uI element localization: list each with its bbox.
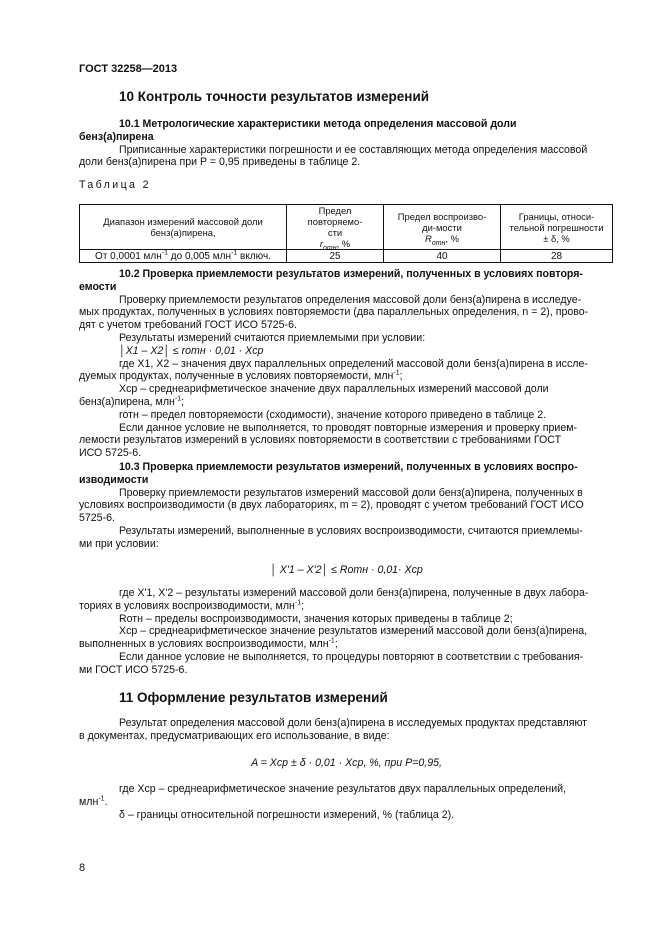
section-10-2-title-line2: емости	[79, 280, 117, 293]
paragraph-line: Xср – среднеарифметическое значение двух параллельных измерений массовой доли	[119, 383, 549, 396]
cell-reproducibility: 40	[384, 250, 501, 263]
section-10-1-text-line1: Приписанные характеристики погрешности и ее составляющих метода определения массовой	[119, 143, 588, 156]
result-formula: A = Xср ± δ · 0,01 · Xср, %, при P=0,95,	[251, 757, 442, 769]
cell-range: От 0,0001 млн$^{-1}$ до 0,005 млн$^{-1}$ включ.	[80, 250, 287, 263]
paragraph-line: условиях воспроизводимости (в двух лабораториях, m = 2), проводят с учетом требований ГОСТ ИСО	[79, 499, 584, 512]
paragraph-line: Xср – среднеарифметическое значение результатов измерений массовой доли бенз(а)пирена,	[119, 625, 588, 638]
paragraph-line: выполненных в условиях воспроизводимости, млн$^{-1}$;	[79, 637, 338, 651]
paragraph-line: Rотн – пределы воспроизводимости, значения которых приведены в таблице 2;	[119, 612, 513, 625]
paragraph-line: ториях в условиях воспроизводимости, млн$^{-1}$;	[79, 599, 305, 612]
section-10-3-title-line1: 10.3 Проверка приемлемости результатов измерений, полученных в условиях воспро-	[119, 461, 578, 473]
paragraph-line: мых продуктах, полученных в условиях повторяемости (два параллельных определения, n = 2), прово-	[79, 306, 589, 319]
standard-header: ГОСТ 32258—2013	[79, 63, 178, 75]
section-11-where	[79, 783, 614, 821]
paragraph-line: Если данное условие не выполняется, то проводят повторные измерения и проверку прием-	[119, 421, 578, 434]
table-2	[79, 204, 613, 263]
paragraph-line: δ – границы относительной погрешности измерений, % (таблица 2).	[119, 808, 455, 821]
paragraph-line: млн$^{-1}$.	[79, 795, 108, 808]
section-10-1	[79, 118, 614, 169]
section-10-3-title-line2: изводимости	[79, 473, 149, 486]
page-number: 8	[79, 862, 86, 874]
section-10-1-text-line2: доли бенз(а)пирена при P = 0,95 приведены в таблице 2.	[79, 156, 361, 169]
paragraph-line: бенз(а)пирена, млн$^{-1}$;	[79, 395, 185, 408]
paragraph-line: где X1, X2 – значения двух параллельных определений массовой доли бенз(а)пирена в иссле-	[119, 357, 588, 370]
repeatability-condition: │X1 – X2│ ≤ rотн · 0,01 · Xср	[119, 344, 264, 357]
col-reproducibility-header: Предел воспроизво- ди-мости $R_{отн}$, %	[384, 205, 501, 250]
paragraph-line: лемости результатов измерений в условиях повторяемости в соответствии с требованиями ГОСТ	[79, 434, 562, 447]
paragraph-line: Если данное условие не выполняется, то процедуры повторяют в соответствии с требования-	[119, 650, 584, 663]
table-caption: Таблица 2	[79, 179, 151, 191]
section-10-2	[79, 268, 614, 460]
paragraph-line: Результаты измерений, выполненные в условиях воспроизводимости, считаются приемлемы-	[119, 524, 583, 537]
paragraph-line: ИСО 5725-6.	[79, 447, 142, 460]
paragraph-line: в документах, предусматривающих его использование, в виде:	[79, 729, 390, 742]
section-10-2-title-line1: 10.2 Проверка приемлемости результатов измерений, полученных в условиях повторя-	[119, 268, 583, 280]
paragraph-line: дуемых продуктах, полученные в условиях повторяемости, млн$^{-1}$;	[79, 369, 403, 383]
paragraph-line: где Xср – среднеарифметическое значение результатов двух параллельных определений,	[119, 783, 567, 795]
col-range-header: Диапазон измерений массовой доли бенз(а)пирена,	[80, 205, 287, 250]
section-11-text	[79, 717, 614, 743]
col-error-bounds-header: Границы, относи- тельной погрешности ± δ, %	[501, 205, 613, 250]
section-10-title: 10 Контроль точности результатов измерений	[119, 89, 430, 104]
paragraph-line: Результат определения массовой доли бенз(а)пирена в исследуемых продуктах представляют	[119, 717, 588, 729]
col-repeatability-header: Предел повторяемо- сти $r_{отн}$, %	[287, 205, 384, 250]
paragraph-line: Результаты измерений считаются приемлемыми при условии:	[119, 331, 426, 344]
section-10-1-title-line1: 10.1 Метрологические характеристики метода определения массовой доли	[119, 118, 517, 130]
paragraph-line: дят с учетом требований ГОСТ ИСО 5725-6.	[79, 319, 297, 332]
paragraph-line: где X'1, X'2 – результаты измерений массовой доли бенз(а)пирена, полученные в двух лабора-	[119, 587, 589, 599]
table-header-row	[80, 205, 613, 250]
paragraph-line: 5725-6.	[79, 512, 115, 525]
paragraph-line: Проверку приемлемости результатов измерений массовой доли бенз(а)пирена, полученных в	[119, 486, 583, 499]
paragraph-line: rотн – предел повторяемости (сходимости), значение которого приведено в таблице 2.	[119, 408, 547, 421]
section-10-1-title-line2: бенз(а)пирена	[79, 130, 154, 143]
section-11-title: 11 Оформление результатов измерений	[119, 690, 388, 705]
cell-error-bounds: 28	[501, 250, 613, 263]
paragraph-line: Проверку приемлемости результатов определения массовой доли бенз(а)пирена в исследуе-	[119, 293, 582, 306]
reproducibility-condition: │ X'1 – X'2│ ≤ Rотн · 0,01· Xср	[270, 564, 423, 576]
section-10-3	[79, 461, 614, 551]
paragraph-line: ми ГОСТ ИСО 5725-6.	[79, 663, 188, 676]
paragraph-line: ми при условии:	[79, 537, 159, 550]
section-10-3-where	[79, 587, 614, 677]
cell-repeatability: 25	[287, 250, 384, 263]
table-row	[80, 250, 613, 263]
